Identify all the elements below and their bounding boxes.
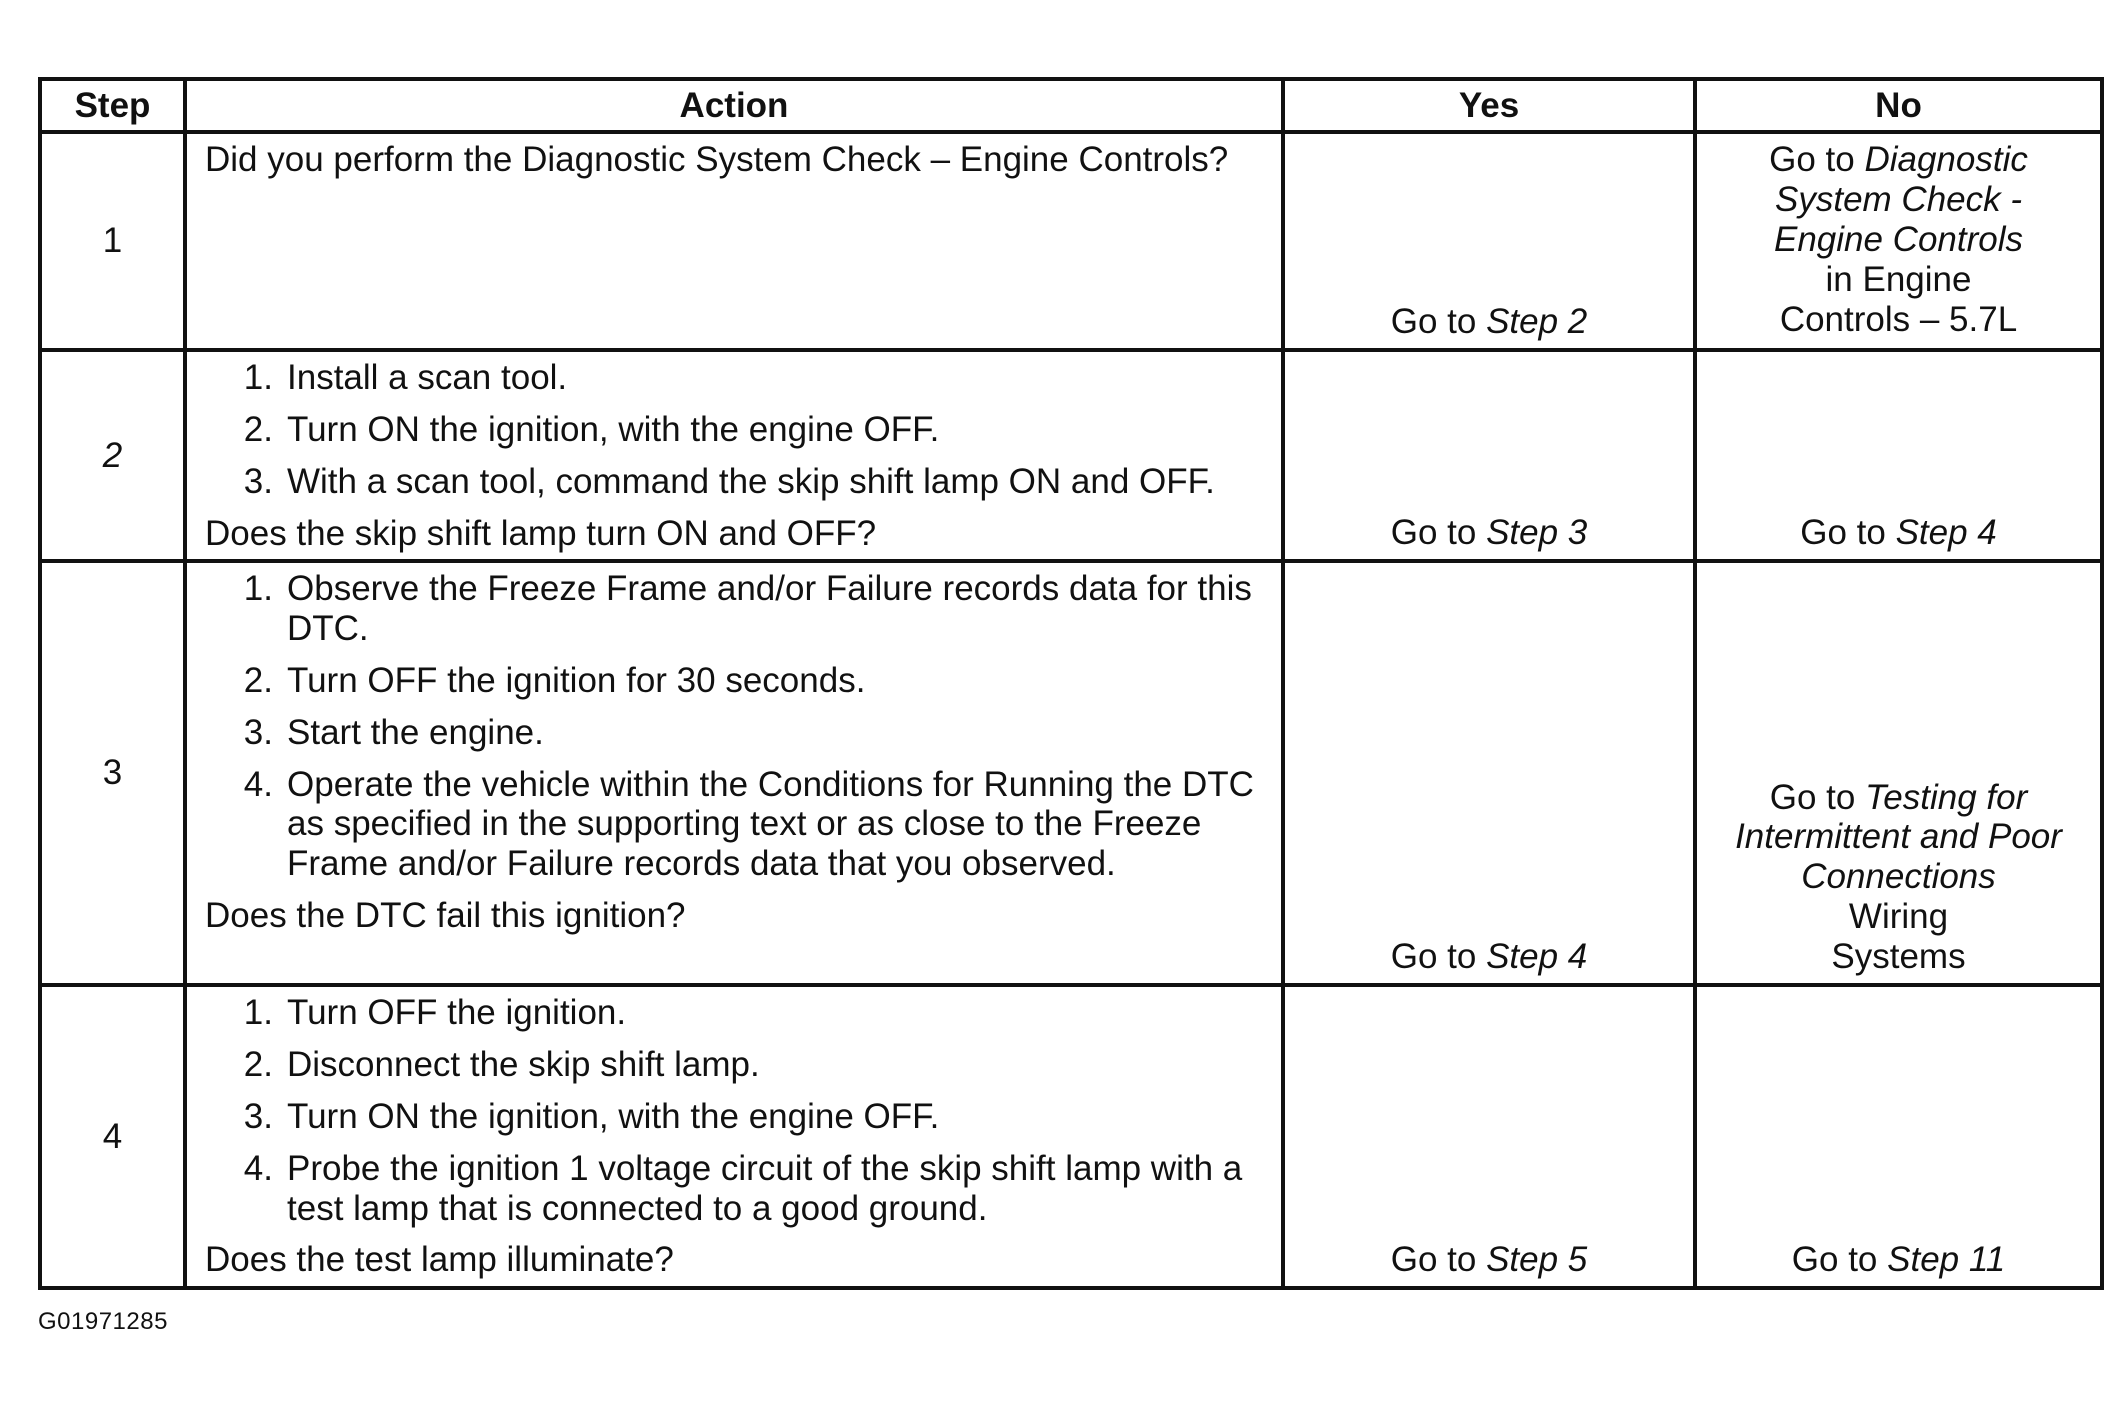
no-cell <box>1695 561 2102 985</box>
no-ref-link-line[interactable]: System Check - <box>1775 179 2022 219</box>
list-item-text: Disconnect the skip shift lamp. <box>287 1044 760 1084</box>
action-question: Does the skip shift lamp turn ON and OFF? <box>205 513 877 553</box>
list-item-text: Turn ON the ignition, with the engine OFF. <box>287 409 940 449</box>
list-item-number: 4. <box>243 1148 273 1188</box>
list-item <box>205 1097 1267 1137</box>
diagnostic-table <box>38 77 2104 1290</box>
action-question: Does the test lamp illuminate? <box>205 1240 674 1280</box>
list-item-text: With a scan tool, command the skip shift lamp ON and OFF. <box>287 461 1215 501</box>
list-item-text: Turn OFF the ignition. <box>287 993 627 1032</box>
no-prefix: Go to <box>1800 513 1896 553</box>
no-step-link[interactable]: Step 11 <box>1887 1240 2006 1280</box>
table-row <box>40 985 2102 1288</box>
yes-prefix: Go to <box>1390 1240 1487 1280</box>
list-item-text: Install a scan tool. <box>287 358 568 397</box>
no-prefix: Go to <box>1769 777 1866 817</box>
no-cell <box>1695 985 2102 1288</box>
yes-cell <box>1283 132 1695 350</box>
header-step: Step <box>40 79 185 132</box>
list-item-number: 3. <box>243 461 273 501</box>
yes-cell <box>1283 561 1695 985</box>
list-item <box>205 993 1267 1033</box>
list-item-text: Operate the vehicle within the Conditions for Running the DTC as specified in the supporting text or as close to the Freeze Frame and/or Failure records data that you observed. <box>287 764 1254 884</box>
yes-step-link[interactable]: Step 4 <box>1486 937 1588 977</box>
action-cell <box>185 561 1283 985</box>
no-cell <box>1695 350 2102 561</box>
list-item <box>205 358 1267 398</box>
no-suffix-line: Wiring <box>1848 897 1949 937</box>
list-item-number: 2. <box>243 409 273 449</box>
action-steps-list <box>205 358 1267 502</box>
no-ref-link-line[interactable]: Intermittent and Poor <box>1735 817 2062 857</box>
no-step-link[interactable]: Step 4 <box>1895 513 1997 553</box>
step-number: 2 <box>40 350 185 561</box>
action-question: Does the DTC fail this ignition? <box>205 896 686 936</box>
yes-prefix: Go to <box>1390 513 1487 553</box>
table-row <box>40 132 2102 350</box>
list-item-text: Turn ON the ignition, with the engine OFF. <box>287 1096 940 1136</box>
yes-prefix: Go to <box>1390 937 1487 977</box>
list-item-number: 1. <box>243 993 273 1032</box>
no-suffix-line: Systems <box>1831 937 1966 977</box>
list-item <box>205 765 1267 885</box>
action-cell <box>185 350 1283 561</box>
step-number: 4 <box>40 985 185 1288</box>
list-item-number: 3. <box>243 712 273 752</box>
yes-step-link[interactable]: Step 3 <box>1486 513 1588 553</box>
header-action: Action <box>185 79 1283 132</box>
no-suffix-line: in Engine <box>1825 259 1972 299</box>
table-row <box>40 350 2102 561</box>
action-steps-list <box>205 993 1267 1228</box>
list-item-number: 4. <box>243 764 273 804</box>
header-no: No <box>1695 79 2102 132</box>
yes-step-link[interactable]: Step 2 <box>1486 302 1588 342</box>
list-item-number: 2. <box>243 1044 273 1084</box>
yes-cell <box>1283 985 1695 1288</box>
list-item <box>205 569 1267 649</box>
list-item <box>205 661 1267 701</box>
list-item-text: Start the engine. <box>287 712 544 752</box>
list-item-text: Probe the ignition 1 voltage circuit of the skip shift lamp with a test lamp that is connected to a good ground. <box>287 1148 1243 1228</box>
list-item-number: 3. <box>243 1096 273 1136</box>
list-item <box>205 462 1267 502</box>
list-item <box>205 1149 1267 1229</box>
no-ref-link[interactable]: Testing for <box>1865 777 2028 817</box>
table-header-row <box>40 79 2102 132</box>
table-row <box>40 561 2102 985</box>
figure-caption: G01971285 <box>38 1308 168 1335</box>
list-item-number: 2. <box>243 660 273 700</box>
action-question: Did you perform the Diagnostic System Check – Engine Controls? <box>205 140 1229 179</box>
action-cell <box>185 132 1283 350</box>
action-cell <box>185 985 1283 1288</box>
header-yes: Yes <box>1283 79 1695 132</box>
no-cell <box>1695 132 2102 350</box>
no-ref-link-line[interactable]: Engine Controls <box>1773 219 2024 259</box>
list-item-number: 1. <box>243 569 273 608</box>
step-number: 3 <box>40 561 185 985</box>
no-ref-link-line[interactable]: Connections <box>1801 857 1996 897</box>
list-item <box>205 410 1267 450</box>
list-item-number: 1. <box>243 358 273 397</box>
action-steps-list <box>205 569 1267 884</box>
list-item <box>205 713 1267 753</box>
no-prefix: Go to <box>1791 1240 1888 1280</box>
no-suffix-line: Controls – 5.7L <box>1779 299 2018 339</box>
no-prefix: Go to <box>1769 140 1865 179</box>
list-item-text: Turn OFF the ignition for 30 seconds. <box>287 660 866 700</box>
yes-cell <box>1283 350 1695 561</box>
step-number: 1 <box>40 132 185 350</box>
list-item <box>205 1045 1267 1085</box>
list-item-text: Observe the Freeze Frame and/or Failure records data for this DTC. <box>287 569 1252 648</box>
yes-step-link[interactable]: Step 5 <box>1486 1240 1588 1280</box>
yes-prefix: Go to <box>1390 302 1487 342</box>
no-ref-link[interactable]: Diagnostic <box>1864 140 2028 179</box>
